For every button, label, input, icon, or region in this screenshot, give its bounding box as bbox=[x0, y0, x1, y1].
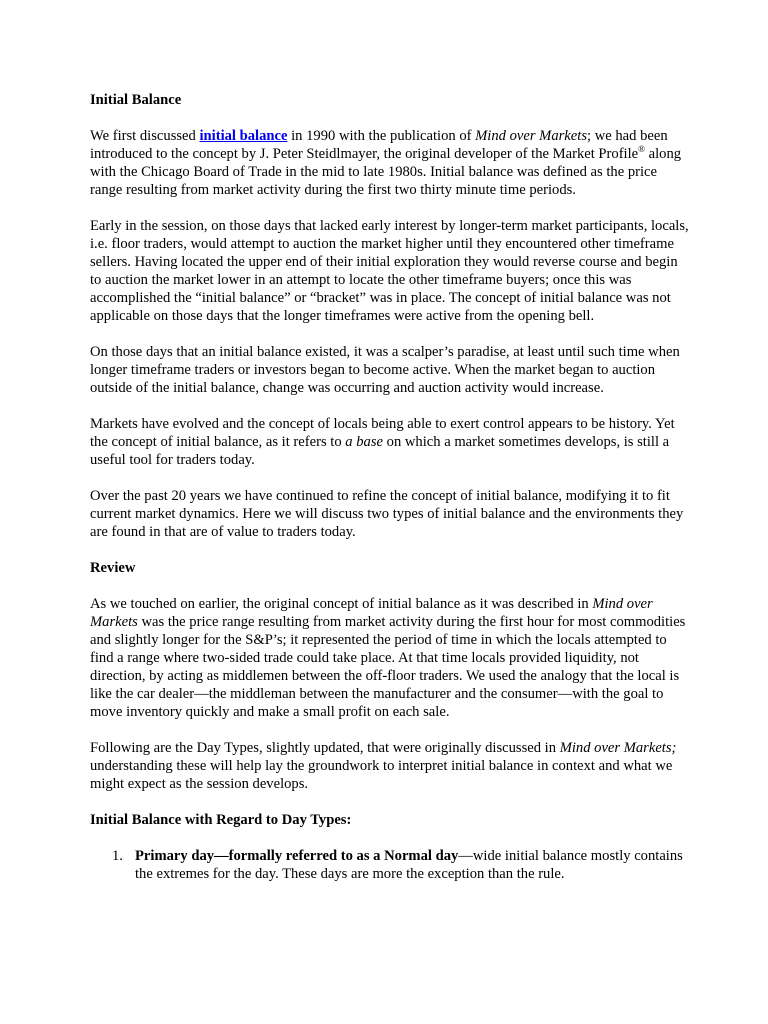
text-span: understanding these will help lay the groundwork to interpret initial balance in context and what we might expect as the session develops. bbox=[90, 758, 673, 792]
text-span: ; we had been introduced to the concept by J. Peter Steidlmayer, the original developer of the Market Profile bbox=[90, 128, 668, 162]
emphasis-a-base: a base bbox=[345, 434, 383, 450]
document-body bbox=[90, 91, 690, 883]
paragraph-review bbox=[90, 595, 690, 721]
text-span: Markets have evolved and the concept of locals being able to exert control appears to be history. Yet the concept of initial balance, as it refers to bbox=[90, 416, 675, 450]
heading-initial-balance: Initial Balance bbox=[90, 92, 182, 108]
text-span: was the price range resulting from market activity during the first hour for most commodities and slightly longer for the S&P’s; it represented the period of time in which the locals attempted to find a range where two-sided trade could take place. At that time locals provided liquidity, not direction, by acting as middlemen between the off-floor traders. We used the analogy that the local is like the car dealer—the middleman between the manufacturer and the consumer—with the goal to move inventory quickly and make a small profit on each sale. bbox=[90, 614, 686, 720]
text-span: Following are the Day Types, slightly updated, that were originally discussed in bbox=[90, 740, 560, 756]
text-span: We first discussed bbox=[90, 128, 200, 144]
book-title: Mind over Markets bbox=[90, 596, 653, 630]
text-span: along with the Chicago Board of Trade in the mid to late 1980s. Initial balance was defined as the price range resulting from market activity during the first two thirty minute time periods. bbox=[90, 146, 682, 198]
book-title: Mind over Markets bbox=[475, 128, 587, 144]
initial-balance-link[interactable]: initial balance bbox=[199, 128, 288, 144]
text-span: in 1990 with the publication of bbox=[287, 128, 476, 144]
paragraph-day-types-intro bbox=[90, 739, 690, 793]
heading-day-types: Initial Balance with Regard to Day Types: bbox=[90, 812, 352, 828]
text-span: As we touched on earlier, the original concept of initial balance as it was described in bbox=[90, 596, 593, 612]
paragraph-intro bbox=[90, 127, 690, 199]
list-item bbox=[90, 847, 690, 883]
list-item-title: Primary day—formally referred to as a Normal day bbox=[135, 848, 459, 864]
book-title: Mind over Markets; bbox=[559, 740, 677, 756]
day-types-list bbox=[90, 847, 690, 883]
paragraph-scalpers-paradise: On those days that an initial balance existed, it was a scalper’s paradise, at least until such time when longer timeframe traders or investors began to become active. When the market began to auction outside of the initial balance, change was occurring and auction activity would increase. bbox=[90, 344, 680, 396]
list-number: 1. bbox=[112, 848, 123, 864]
list-item-text: —wide initial balance mostly contains the extremes for the day. These days are more the exception than the rule. bbox=[135, 848, 683, 882]
paragraph-past-20-years: Over the past 20 years we have continued to refine the concept of initial balance, modifying it to fit current market dynamics. Here we will discuss two types of initial balance and the environments they are found in that are of value to traders today. bbox=[90, 488, 684, 540]
paragraph-markets-evolved bbox=[90, 415, 690, 469]
text-span: on which a market sometimes develops, is still a useful tool for traders today. bbox=[90, 434, 670, 468]
heading-review: Review bbox=[90, 560, 136, 576]
registered-mark: ® bbox=[638, 144, 645, 155]
paragraph-early-session: Early in the session, on those days that lacked early interest by longer-term market participants, locals, i.e. floor traders, would attempt to auction the market higher until they encountered other timeframe sellers. Having located the upper end of their initial exploration they would reverse course and begin to auction the market lower in an attempt to locate the other timeframe buyers; once this was accomplished the “initial balance” or “bracket” was in place. The concept of initial balance was not applicable on those days that the longer timeframes were active from the opening bell. bbox=[90, 218, 689, 324]
